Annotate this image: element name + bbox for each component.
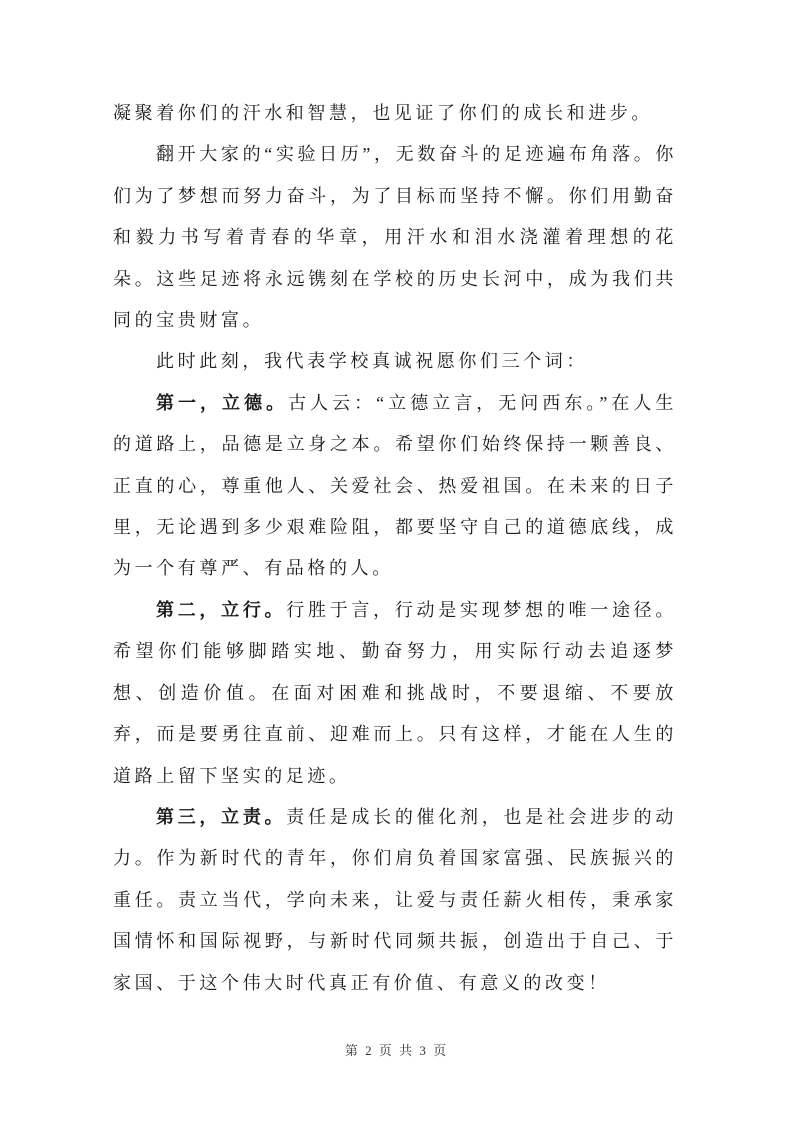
page-number: 第 2 页 共 3 页	[344, 1043, 449, 1058]
paragraph	[113, 383, 677, 590]
paragraph-text: 古人云：“立德立言，无问西东。”在人生的道路上，品德是立身之本。希望你们始终保持一颗善良、正直的心，尊重他人、关爱社会、热爱祖国。在未来的日子里，无论遇到多少艰难险阻，都要坚守自己的道德底线，成为一个有尊严、有品格的人。	[113, 392, 677, 579]
paragraph	[113, 93, 677, 134]
paragraph-text: 凝聚着你们的汗水和智慧，也见证了你们的成长和进步。	[113, 103, 653, 123]
paragraph-lead: 第三，立责。	[156, 806, 287, 827]
paragraph-lead: 第一，立德。	[156, 392, 289, 413]
page-footer	[0, 1040, 793, 1059]
paragraph	[113, 590, 677, 797]
paragraph-text: 责任是成长的催化剂，也是社会进步的动力。作为新时代的青年，你们肩负着国家富强、民族振兴的重任。责立当代，学向未来，让爱与责任薪火相传，秉承家国情怀和国际视野，与新时代同频共振，创造出于自己、于家国、于这个伟大时代真正有价值、有意义的改变！	[113, 806, 677, 993]
paragraph-text: 行胜于言，行动是实现梦想的唯一途径。希望你们能够脚踏实地、勤奋努力，用实际行动去追逐梦想、创造价值。在面对困难和挑战时，不要退缩、不要放弃，而是要勇往直前、迎难而上。只有这样，才能在人生的道路上留下坚实的足迹。	[113, 599, 677, 786]
document-body	[113, 93, 677, 1004]
paragraph-lead: 第二，立行。	[156, 599, 287, 620]
paragraph	[113, 797, 677, 1004]
paragraph-text: 此时此刻，我代表学校真诚祝愿你们三个词：	[156, 351, 588, 372]
paragraph-text: 翻开大家的“实验日历”，无数奋斗的足迹遍布角落。你们为了梦想而努力奋斗，为了目标而坚持不懈。你们用勤奋和毅力书写着青春的华章，用汗水和泪水浇灌着理想的花朵。这些足迹将永远镌刻在学校的历史长河中，成为我们共同的宝贵财富。	[113, 144, 677, 331]
paragraph	[113, 134, 677, 341]
paragraph	[113, 341, 677, 382]
